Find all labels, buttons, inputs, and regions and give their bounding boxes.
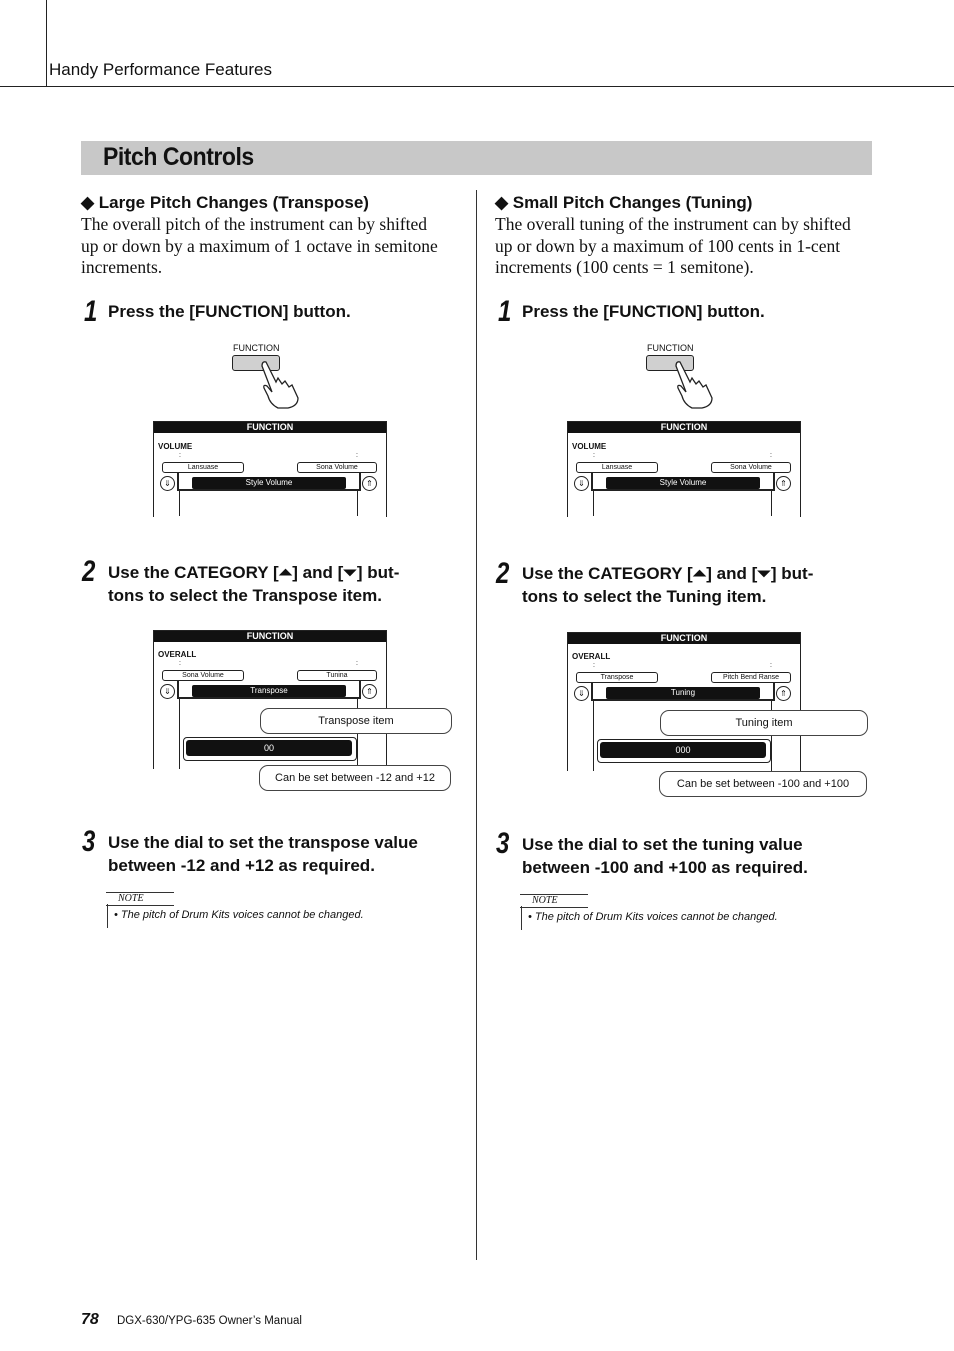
left-heading: ◆ Large Pitch Changes (Transpose) [81, 193, 369, 212]
callout-item: Transpose item [260, 708, 452, 734]
category-up-icon: ⇑ [362, 684, 377, 699]
lcd-leg [357, 489, 358, 516]
note-bar [521, 906, 522, 930]
left-intro [81, 214, 438, 279]
pointing-hand-icon [672, 360, 716, 410]
callout-range: Can be set between -12 and +12 [259, 765, 451, 791]
step2-text-b: ] and [ [706, 564, 758, 583]
left-intro-line: The overall pitch of the instrument can by shifted [81, 214, 428, 234]
right-intro [495, 214, 851, 279]
category-down-icon: ⇓ [160, 684, 175, 699]
value-display: 00 [186, 740, 352, 756]
lcd-dots: : [179, 452, 181, 459]
left-step1-number: 1 [84, 295, 98, 328]
left-step3-line2: between -12 and +12 as required. [108, 856, 375, 875]
lcd-header: FUNCTION [568, 422, 800, 433]
page-title: Pitch Controls [103, 143, 254, 171]
lcd-category: OVERALL [572, 652, 611, 661]
lcd-selected-item: Style Volume [606, 477, 760, 489]
right-step1-text: Press the [FUNCTION] button. [522, 302, 765, 321]
category-down-icon: ⇓ [160, 476, 175, 491]
callout-range: Can be set between -100 and +100 [659, 771, 867, 797]
lcd-category: VOLUME [158, 442, 193, 451]
manual-title: DGX-630/YPG-635 Owner’s Manual [117, 1315, 302, 1327]
function-label: FUNCTION [233, 343, 280, 353]
step2-text-c: ] but- [770, 564, 814, 583]
step2-text-c: ] but- [356, 563, 400, 582]
lcd-category: VOLUME [572, 442, 607, 451]
lcd-dots: : [593, 662, 595, 669]
category-up-icon: ⏶ [278, 563, 293, 582]
right-step2-line1 [522, 562, 813, 585]
category-up-icon: ⏶ [692, 564, 707, 583]
section-header: Handy Performance Features [49, 60, 272, 79]
step2-text-a: Use the CATEGORY [ [522, 564, 693, 583]
category-up-icon: ⇑ [776, 686, 791, 701]
lcd-left-item: Transpose [576, 672, 658, 683]
lcd-right-item: Sona Volume [711, 462, 791, 473]
lcd-leg [771, 489, 772, 516]
left-step3-number: 3 [82, 825, 96, 858]
header-rule-vertical [46, 0, 47, 87]
pointing-hand-icon [258, 360, 302, 410]
left-step2-text [108, 561, 399, 607]
right-step3-text [522, 833, 808, 879]
right-step2-number: 2 [496, 557, 510, 590]
lcd-category: OVERALL [158, 650, 197, 659]
callout-item: Tuning item [660, 710, 868, 736]
lcd-left-item: Lansuase [162, 462, 244, 473]
note-bar [107, 904, 108, 928]
left-step3-line1: Use the dial to set the transpose value [108, 833, 418, 852]
header-rule-horizontal [0, 86, 954, 87]
left-step2-line2: tons to select the Transpose item. [108, 586, 382, 605]
lcd-dots: : [770, 452, 772, 459]
note-text: • The pitch of Drum Kits voices cannot be changed. [528, 911, 778, 923]
lcd-leg [593, 489, 594, 516]
left-step2-number: 2 [82, 555, 96, 588]
right-intro-line: The overall tuning of the instrument can by shifted [495, 214, 851, 234]
lcd-dots: : [593, 452, 595, 459]
right-step2-text [522, 562, 813, 608]
category-down-icon: ⇓ [574, 476, 589, 491]
right-step3-number: 3 [496, 827, 510, 860]
lcd-selected-item: Tuning [606, 687, 760, 699]
note-tag: NOTE [520, 894, 588, 908]
lcd-leg [593, 699, 594, 771]
category-down-icon: ⇓ [574, 686, 589, 701]
right-heading: ◆ Small Pitch Changes (Tuning) [495, 193, 753, 212]
lcd-dots: : [770, 662, 772, 669]
right-step2-line2: tons to select the Tuning item. [522, 587, 767, 606]
right-step3-line1: Use the dial to set the tuning value [522, 835, 803, 854]
lcd-right-item: Tunina [297, 670, 377, 681]
column-divider [476, 190, 477, 1260]
right-intro-line: up or down by a maximum of 100 cents in 1-cent [495, 235, 841, 256]
category-up-icon: ⇑ [362, 476, 377, 491]
note-tag: NOTE [106, 892, 174, 906]
left-intro-line: increments. [81, 257, 163, 277]
category-down-icon: ⏷ [757, 564, 771, 583]
right-intro-line: increments (100 cents = 1 semitone). [495, 257, 754, 277]
right-step3-line2: between -100 and +100 as required. [522, 858, 808, 877]
note-text: • The pitch of Drum Kits voices cannot be changed. [114, 909, 364, 921]
lcd-right-item: Pitch Bend Ranse [711, 672, 791, 683]
step2-text-b: ] and [ [292, 563, 344, 582]
lcd-header: FUNCTION [154, 422, 386, 433]
lcd-dots: : [179, 660, 181, 667]
category-down-icon: ⏷ [343, 563, 357, 582]
lcd-dots: : [356, 452, 358, 459]
value-display: 000 [600, 742, 766, 758]
lcd-left-item: Lansuase [576, 462, 658, 473]
lcd-dots: : [356, 660, 358, 667]
left-step3-text [108, 831, 418, 877]
function-label: FUNCTION [647, 343, 694, 353]
left-step1-text: Press the [FUNCTION] button. [108, 302, 351, 321]
category-up-icon: ⇑ [776, 476, 791, 491]
page-number: 78 [81, 1311, 99, 1328]
lcd-left-item: Sona Volume [162, 670, 244, 681]
left-step2-line1 [108, 561, 399, 584]
lcd-header: FUNCTION [568, 633, 800, 644]
lcd-selected-item: Style Volume [192, 477, 346, 489]
lcd-leg [179, 697, 180, 769]
lcd-leg [179, 489, 180, 516]
step2-text-a: Use the CATEGORY [ [108, 563, 279, 582]
lcd-right-item: Sona Volume [297, 462, 377, 473]
lcd-header: FUNCTION [154, 631, 386, 642]
right-step1-number: 1 [498, 295, 512, 328]
lcd-selected-item: Transpose [192, 685, 346, 697]
left-intro-line: up or down by a maximum of 1 octave in semitone [81, 235, 438, 256]
